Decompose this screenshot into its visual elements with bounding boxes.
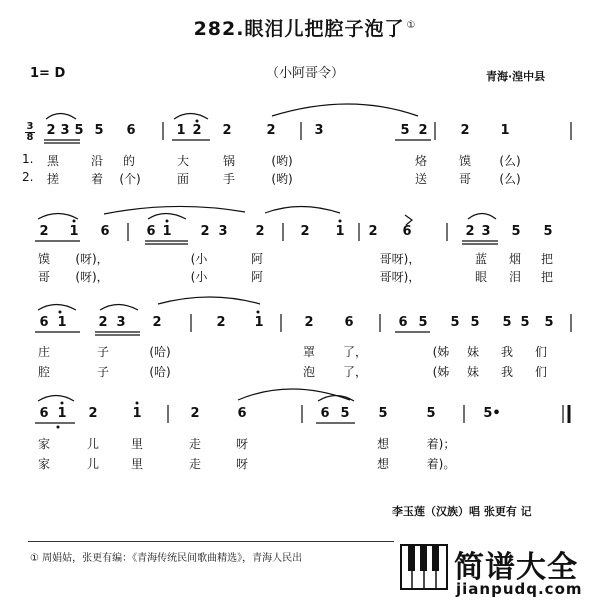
note: 2 xyxy=(152,315,162,330)
note: 6 xyxy=(126,123,136,138)
lyrics-line-2-verse-1: 馍 (呀)， (小 阿 哥呀)， 蓝 烟 把 xyxy=(37,252,553,266)
lyrics-line-3-verse-1: 庄 子 (哈) 罩 了， (姊 妹 我 们 xyxy=(37,345,547,359)
note: 1 xyxy=(132,406,142,421)
note: 3 xyxy=(218,224,228,239)
note: 3 xyxy=(116,315,126,330)
note: 2 xyxy=(465,224,475,239)
note: 6 xyxy=(100,224,110,239)
lyrics-line-1-verse-2: 2. 搓 着 (个) 面 手 (哟) 送 哥 (么) xyxy=(22,170,521,186)
footnote-mark: ① xyxy=(406,19,417,31)
note: 1 xyxy=(176,123,186,138)
score-line-3 xyxy=(0,315,610,329)
slur xyxy=(38,396,74,402)
note: 3 xyxy=(481,224,491,239)
logo-name: 简谱大全 xyxy=(454,550,578,585)
note: 1 xyxy=(162,224,172,239)
score-line-2 xyxy=(0,224,610,238)
site-logo[interactable] xyxy=(394,536,610,604)
note: 6 xyxy=(320,406,330,421)
lyrics-line-2-verse-2: 哥 (呀)， (小 阿 哥呀)， 眼 泪 把 xyxy=(37,270,553,284)
note: 1 xyxy=(335,224,345,239)
note: 5 xyxy=(502,315,512,330)
note: 5 xyxy=(340,406,350,421)
note: 5 xyxy=(470,315,480,330)
note: 5 xyxy=(378,406,388,421)
note: 5 xyxy=(400,123,410,138)
lyrics-line-3-verse-2: 腔 子 (哈) 泡 了， (姊 妹 我 们 xyxy=(37,365,547,379)
note: 1 xyxy=(57,315,67,330)
note: 2 xyxy=(418,123,428,138)
note: 2 xyxy=(200,224,210,239)
note: 5 xyxy=(544,315,554,330)
slur xyxy=(174,114,208,120)
slur xyxy=(468,214,496,220)
note: 6 xyxy=(39,406,49,421)
note: 5 xyxy=(450,315,460,330)
note: 2 xyxy=(190,406,200,421)
note: 5 xyxy=(74,123,84,138)
note: 5 xyxy=(543,224,553,239)
piano-keys-icon xyxy=(400,544,448,590)
note: 2 xyxy=(222,123,232,138)
note: 2 xyxy=(266,123,276,138)
note: 2 xyxy=(192,123,202,138)
lyrics-line-4-verse-1: 家 儿 里 走 呀 想 着)； xyxy=(37,437,456,451)
note: 2 xyxy=(300,224,310,239)
note: 5 xyxy=(418,315,428,330)
slur xyxy=(148,214,186,220)
note: 5 xyxy=(94,123,104,138)
note: 5 xyxy=(511,224,521,239)
lyrics-line-4-verse-2: 家 儿 里 走 呀 想 着)。 xyxy=(37,457,456,471)
slur xyxy=(272,104,418,116)
note: 5 xyxy=(426,406,436,421)
note: 5• xyxy=(483,406,501,421)
note: 6 xyxy=(398,315,408,330)
lyrics-line-1-verse-1: 1. 黑 沿 的 大 锅 (哟) 烙 馍 (么) xyxy=(22,152,521,168)
meter-top: 3 xyxy=(26,121,34,132)
note: 1 xyxy=(254,315,264,330)
note: 6 xyxy=(344,315,354,330)
slur xyxy=(104,206,245,214)
note: 1 xyxy=(69,224,79,239)
slur xyxy=(38,305,76,311)
slur xyxy=(46,114,76,120)
note: 2 xyxy=(46,123,56,138)
slur xyxy=(158,297,260,304)
logo-url: jianpudq.com xyxy=(456,580,583,598)
tune-subtitle: （小阿哥令） xyxy=(265,66,344,81)
note: 6 xyxy=(146,224,156,239)
score-line-4 xyxy=(0,406,610,420)
note: 3 xyxy=(60,123,70,138)
note: 5 xyxy=(520,315,530,330)
note: 2 xyxy=(98,315,108,330)
note: 2 xyxy=(460,123,470,138)
song-title: 282.眼泪儿把腔子泡了 ① xyxy=(193,18,417,40)
note: 1 xyxy=(57,406,67,421)
region-label: 青海·湟中县 xyxy=(486,70,546,83)
note: 2 xyxy=(368,224,378,239)
meter-bottom: 8 xyxy=(26,132,34,143)
note: 2 xyxy=(88,406,98,421)
key-signature: 1= D xyxy=(30,66,66,81)
footnote-text: ① 周娟姑，张更有编：《青海传统民间歌曲精选》，青海人民出 xyxy=(30,553,303,564)
note: 2 xyxy=(255,224,265,239)
note: 6 xyxy=(237,406,247,421)
note: 1 xyxy=(500,123,510,138)
slur xyxy=(318,396,354,402)
note: 6 xyxy=(39,315,49,330)
slur xyxy=(265,207,340,214)
performer-credit: 李玉莲（汉族）唱 张更有 记 xyxy=(392,505,532,518)
score-line-1 xyxy=(0,123,610,137)
note: 2 xyxy=(39,224,49,239)
note: 6 xyxy=(402,224,412,239)
slur xyxy=(238,389,350,400)
note: 2 xyxy=(304,315,314,330)
note: 3 xyxy=(314,123,324,138)
note: 2 xyxy=(216,315,226,330)
slur xyxy=(38,214,78,220)
slur xyxy=(100,305,138,311)
